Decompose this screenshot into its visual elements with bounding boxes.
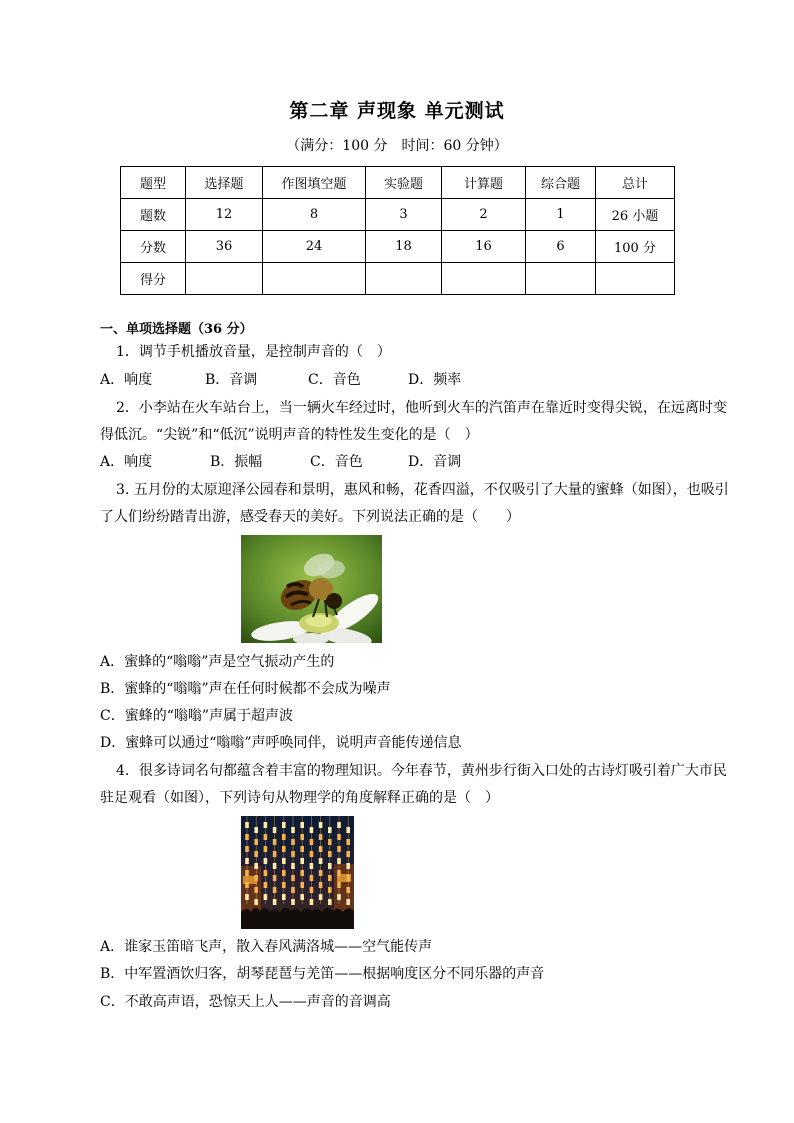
score-table-cell[interactable] bbox=[596, 263, 675, 295]
score-table-row bbox=[121, 199, 675, 231]
bee-on-flower-image bbox=[241, 535, 382, 643]
score-table-cell: 总计 bbox=[596, 167, 675, 199]
score-table-cell: 36 bbox=[186, 231, 263, 263]
score-table-cell[interactable] bbox=[526, 263, 596, 295]
score-table-cell: 2 bbox=[442, 199, 526, 231]
page-title: 第二章 声现象 单元测试 bbox=[289, 100, 505, 122]
score-table-cell: 题型 bbox=[121, 167, 186, 199]
question-2-stem-line-1: 2．小李站在火车站台上，当一辆火车经过时，他听到火车的汽笛声在靠近时变得尖锐，在远离时变 bbox=[116, 400, 727, 416]
score-table-cell[interactable] bbox=[263, 263, 366, 295]
question-1-option-b[interactable]: B．音调 bbox=[205, 372, 258, 388]
score-table-cell: 1 bbox=[526, 199, 596, 231]
question-1-option-a[interactable]: A．响度 bbox=[100, 372, 153, 388]
score-table-cell: 计算题 bbox=[442, 167, 526, 199]
score-table-cell: 综合题 bbox=[526, 167, 596, 199]
score-table-row bbox=[121, 263, 675, 295]
score-table-cell: 实验题 bbox=[366, 167, 442, 199]
score-table-cell[interactable] bbox=[366, 263, 442, 295]
question-4-stem-line-2: 驻足观看（如图），下列诗句从物理学的角度解释正确的是（ ） bbox=[100, 790, 499, 806]
score-table-cell: 26 小题 bbox=[596, 199, 675, 231]
score-table-cell: 作图填空题 bbox=[263, 167, 366, 199]
score-table-cell: 18 bbox=[366, 231, 442, 263]
score-table-cell: 24 bbox=[263, 231, 366, 263]
score-table-cell[interactable] bbox=[186, 263, 263, 295]
score-table-cell: 6 bbox=[526, 231, 596, 263]
question-4-stem-line-1: 4．很多诗词名句都蕴含着丰富的物理知识。今年春节，黄州步行街入口处的古诗灯吸引着广大市民 bbox=[116, 763, 727, 779]
question-3-stem-line-1: 3. 五月份的太原迎泽公园春和景明，惠风和畅，花香四溢，不仅吸引了大量的蜜蜂（如图），也吸引 bbox=[116, 482, 729, 498]
score-table-cell: 8 bbox=[263, 199, 366, 231]
question-4-option-b[interactable]: B．中军置酒饮归客，胡琴琵琶与羌笛——根据响度区分不同乐器的声音 bbox=[100, 966, 545, 982]
exam-subtitle: （满分：100 分 时间：60 分钟） bbox=[286, 138, 508, 154]
score-table-cell: 3 bbox=[366, 199, 442, 231]
question-2-option-c[interactable]: C．音色 bbox=[310, 454, 363, 470]
question-1-stem: 1．调节手机播放音量，是控制声音的（ ） bbox=[116, 344, 391, 360]
question-4-option-c[interactable]: C．不敢高声语，恐惊天上人——声音的音调高 bbox=[100, 994, 391, 1010]
question-3-stem-line-2: 了人们纷纷踏青出游，感受春天的美好。下列说法正确的是（ ） bbox=[100, 509, 520, 525]
question-3-option-a[interactable]: A．蜜蜂的“嗡嗡”声是空气振动产生的 bbox=[100, 654, 335, 670]
question-2-option-d[interactable]: D．音调 bbox=[408, 454, 462, 470]
score-table-cell: 12 bbox=[186, 199, 263, 231]
score-table-cell: 16 bbox=[442, 231, 526, 263]
question-4-option-a[interactable]: A．谁家玉笛暗飞声，散入春风满洛城——空气能传声 bbox=[100, 939, 433, 955]
question-3-option-b[interactable]: B．蜜蜂的“嗡嗡”声在任何时候都不会成为噪声 bbox=[100, 681, 391, 697]
lantern-street-image bbox=[241, 816, 354, 929]
question-2-option-a[interactable]: A．响度 bbox=[100, 454, 153, 470]
score-table-cell: 题数 bbox=[121, 199, 186, 231]
question-3-option-c[interactable]: C．蜜蜂的“嗡嗡”声属于超声波 bbox=[100, 708, 294, 724]
question-2-stem-line-2: 得低沉。“尖锐”和“低沉”说明声音的特性发生变化的是（ ） bbox=[100, 427, 479, 443]
score-table-cell[interactable] bbox=[442, 263, 526, 295]
score-table-row bbox=[121, 167, 675, 199]
score-table-row bbox=[121, 231, 675, 263]
question-1-option-d[interactable]: D．频率 bbox=[408, 372, 462, 388]
section-heading-single-choice: 一、单项选择题（36 分） bbox=[100, 322, 253, 337]
score-table-cell: 选择题 bbox=[186, 167, 263, 199]
score-table-cell: 得分 bbox=[121, 263, 186, 295]
score-table bbox=[120, 166, 675, 295]
question-2-option-b[interactable]: B．振幅 bbox=[210, 454, 263, 470]
question-3-option-d[interactable]: D．蜜蜂可以通过“嗡嗡”声呼唤同伴，说明声音能传递信息 bbox=[100, 735, 462, 751]
score-table-cell: 100 分 bbox=[596, 231, 675, 263]
question-1-option-c[interactable]: C．音色 bbox=[308, 372, 361, 388]
score-table-cell: 分数 bbox=[121, 231, 186, 263]
